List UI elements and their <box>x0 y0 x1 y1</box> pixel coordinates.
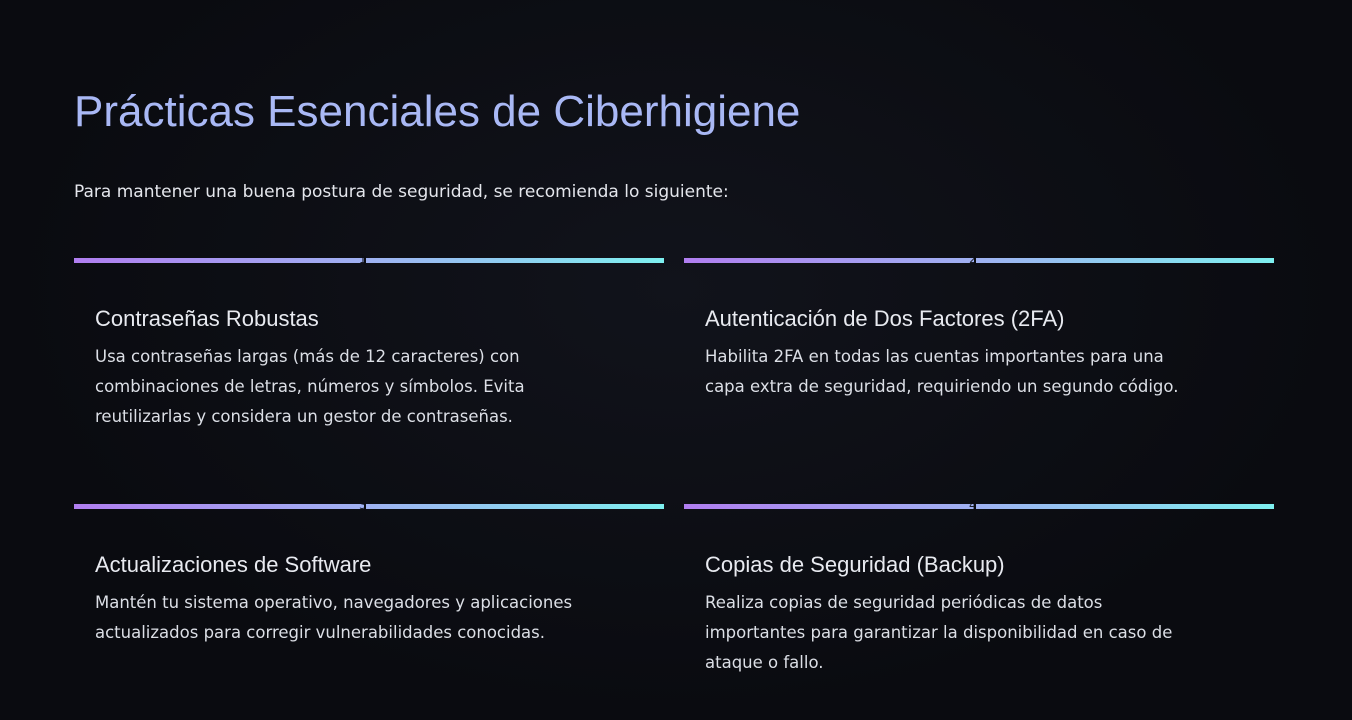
card-accent-bar <box>684 498 1274 512</box>
card-accent-bar <box>684 252 1274 266</box>
practice-card-updates <box>74 498 664 642</box>
card-number: 3 <box>359 498 367 512</box>
card-title: Contraseñas Robustas <box>95 306 319 331</box>
card-number: 4 <box>969 498 977 512</box>
card-title: Actualizaciones de Software <box>95 552 372 577</box>
card-title: Copias de Seguridad (Backup) <box>705 552 1005 577</box>
card-description: Habilita 2FA en todas las cuentas importantes para una capa extra de seguridad, requiriendo un segundo código. <box>705 347 1179 396</box>
page-title: Prácticas Esenciales de Ciberhigiene <box>74 87 801 136</box>
card-title: Autenticación de Dos Factores (2FA) <box>705 306 1065 331</box>
card-description: Realiza copias de seguridad periódicas de datos importantes para garantizar la disponibilidad en caso de ataque o fallo. <box>705 593 1173 672</box>
card-description: Mantén tu sistema operativo, navegadores y aplicaciones actualizados para corregir vulnerabilidades conocidas. <box>95 593 573 642</box>
practice-card-passwords <box>74 252 664 426</box>
page-subtitle: Para mantener una buena postura de seguridad, se recomienda lo siguiente: <box>74 182 729 202</box>
card-number: 1 <box>359 252 367 266</box>
card-description: Usa contraseñas largas (más de 12 caracteres) con combinaciones de letras, números y símbolos. Evita reutilizarlas y considera un gestor de contraseñas. <box>95 347 525 426</box>
card-accent-bar <box>74 498 664 512</box>
card-accent-bar <box>74 252 664 266</box>
card-number: 2 <box>969 252 977 266</box>
practice-card-2fa <box>684 252 1274 396</box>
practice-card-backup <box>684 498 1274 672</box>
